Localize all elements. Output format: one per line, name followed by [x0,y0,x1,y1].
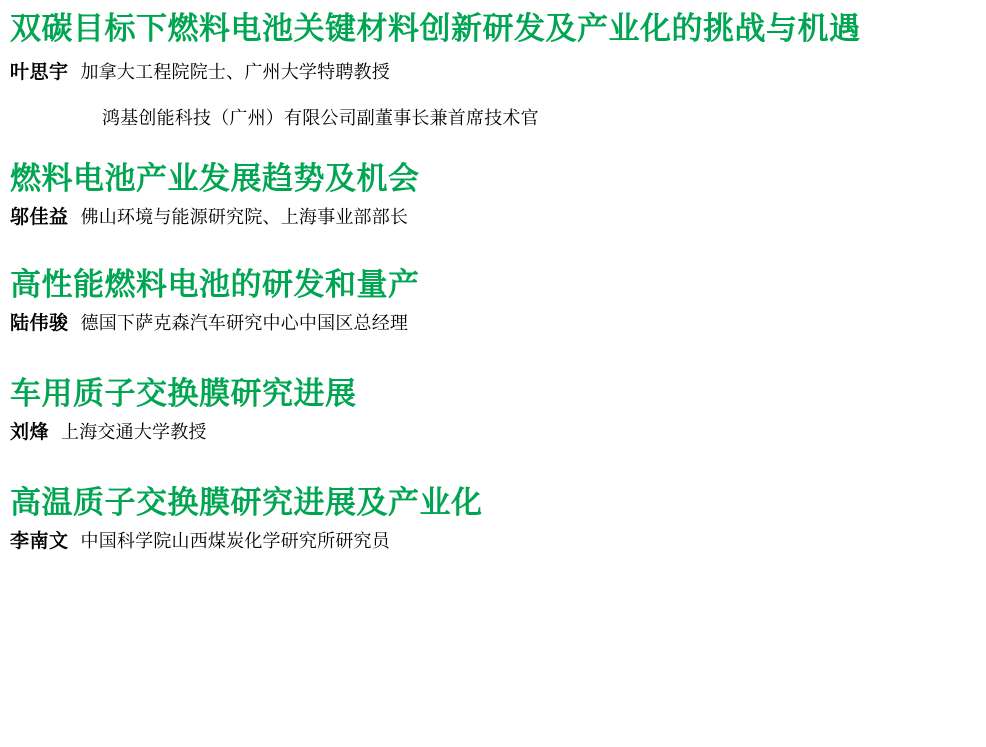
session-title: 车用质子交换膜研究进展 [10,375,357,411]
speaker-line [10,419,976,448]
session-block [10,482,976,557]
speaker-line [10,59,976,132]
speaker-affiliation-extra: 鸿基创能科技（广州）有限公司副董事长兼首席技术官 [102,107,539,128]
session-title: 双碳目标下燃料电池关键材料创新研发及产业化的挑战与机遇 [10,11,861,46]
speaker-affiliation: 中国科学院山西煤炭化学研究所研究员 [80,530,390,551]
session-block [10,264,976,339]
speaker-name: 邬佳益 [10,206,69,228]
session-title: 燃料电池产业发展趋势及机会 [10,160,420,196]
speaker-line [10,528,976,557]
speaker-affiliation: 加拿大工程院院士、广州大学特聘教授 [80,62,390,83]
speaker-name: 叶思宇 [10,62,69,84]
session-block [10,373,976,448]
speaker-line [10,204,976,233]
speaker-affiliation: 上海交通大学教授 [61,422,207,443]
speaker-name: 刘烽 [10,422,50,444]
session-title: 高性能燃料电池的研发和量产 [10,267,420,303]
speaker-line [10,310,976,339]
session-title: 高温质子交换膜研究进展及产业化 [10,484,483,520]
session-block [10,8,976,132]
speaker-affiliation: 佛山环境与能源研究院、上海事业部部长 [80,206,409,227]
session-block [10,158,976,233]
speaker-affiliation: 德国下萨克森汽车研究中心中国区总经理 [80,313,409,334]
speaker-name: 陆伟骏 [10,313,69,335]
speaker-name: 李南文 [10,530,69,552]
